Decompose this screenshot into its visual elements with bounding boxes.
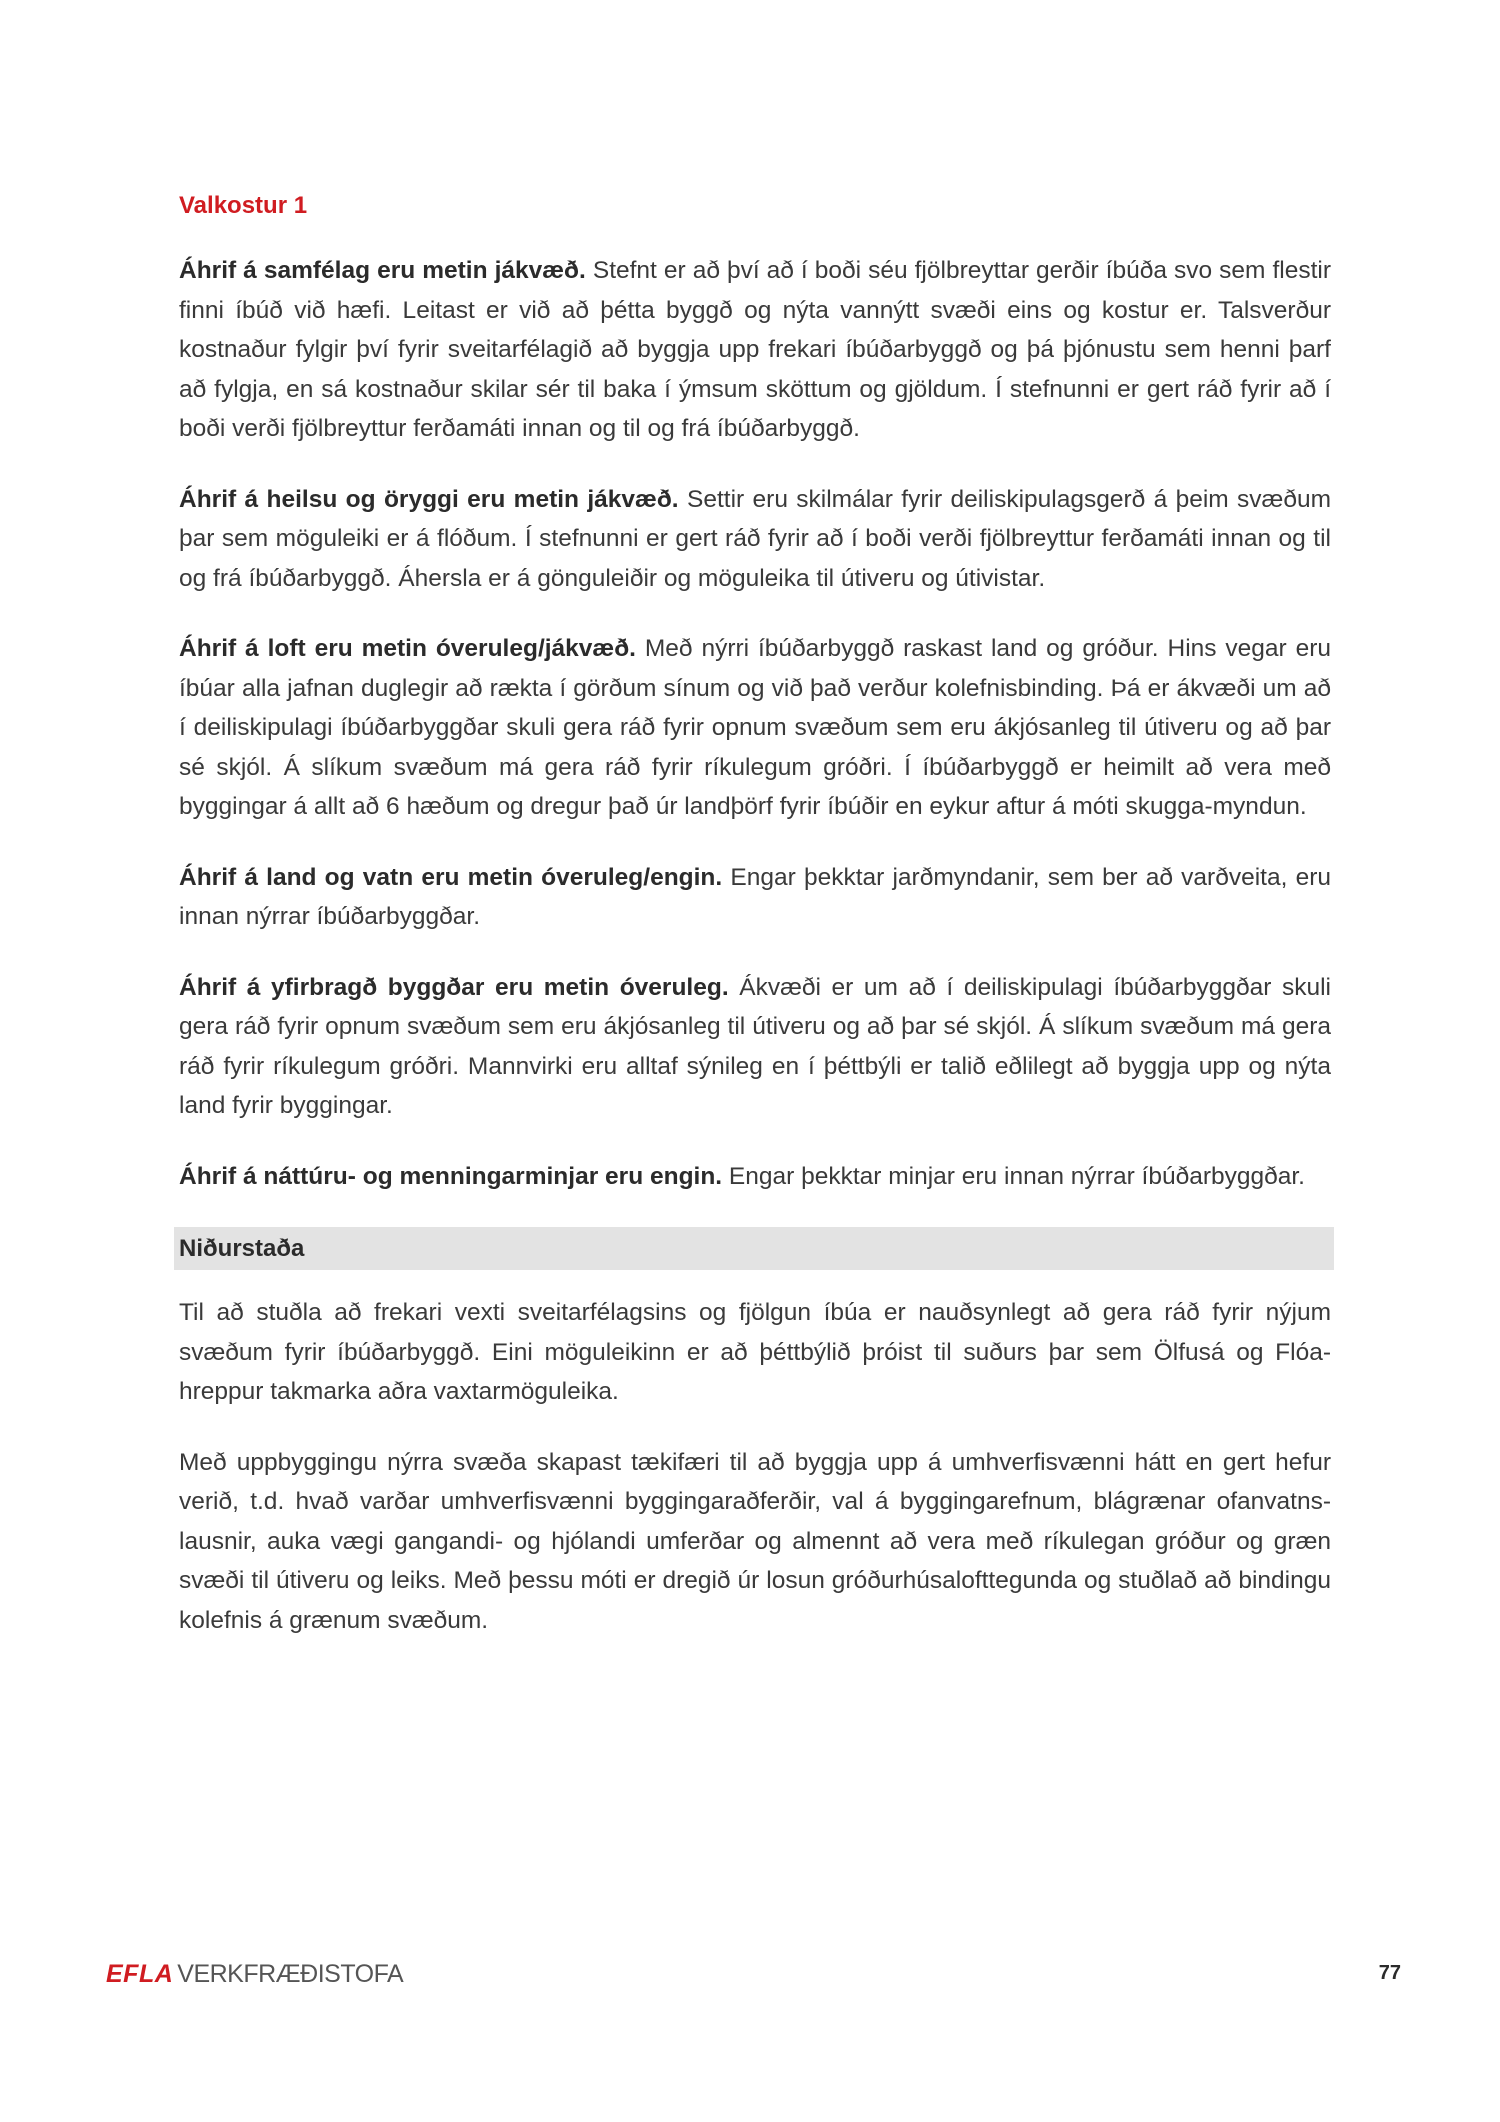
page-number: 77 — [1378, 1962, 1401, 1984]
paragraph-text: Stefnt er að því að í boði séu fjölbreyttar gerðir íbúða svo sem flestir finni íbúð við hæfi. Leitast er við að þétta byggð og nýta vannýtt svæði eins og kostur er. Talsverður kostnaður fylgir því fyrir sveitarfélagið að byggja upp frekari íbúðarbyggð og þá þjónustu sem henni þarf að fylgja, en sá kostnaður skilar sér til baka í ýmsum sköttum og gjöldum. Í stefnunni er gert ráð fyrir að í boði verði fjölbreyttur ferðamáti innan og til og frá íbúðarbyggð. — [179, 257, 1331, 442]
paragraph-lead: Áhrif á náttúru- og menningarminjar eru engin. — [179, 1162, 723, 1190]
paragraph-lead: Áhrif á heilsu og öryggi eru metin jákvæð. — [179, 485, 679, 513]
paragraph-land-vatn — [179, 858, 1331, 937]
paragraph-text: Engar þekktar minjar eru innan nýrrar íbúðarbyggðar. — [722, 1162, 1305, 1190]
paragraph-lead: Áhrif á samfélag eru metin jákvæð. — [179, 257, 586, 284]
section-heading: Valkostur 1 — [179, 192, 308, 219]
paragraph-yfirbragd — [179, 968, 1331, 1126]
section-bar-title: Niðurstaða — [179, 1234, 305, 1262]
paragraph-heilsa — [179, 480, 1331, 599]
paragraph-lead: Áhrif á loft eru metin óveruleg/jákvæð. — [179, 635, 636, 662]
efla-logo — [106, 1960, 403, 1989]
conclusion-paragraph-2: Með uppbyggingu nýrra svæða skapast tækifæri til að byggja upp á umhverfisvænni hátt en gert hefur verið, t.d. hvað varðar umhverfisvænni byggingaraðferðir, val á byggingarefnum, blágrænar ofanvatns-lausnir, auka vægi gangandi- og hjólandi umferðar og almennt að vera með ríkulegan gróður og græn svæði til útiveru og leiks. Með þessu móti er dregið úr losun gróðurhúsalofttegunda og stuðlað að bindingu kolefnis á grænum svæðum. — [179, 1448, 1331, 1634]
paragraph-text: Með nýrri íbúðarbyggð raskast land og gróður. Hins vegar eru íbúar alla jafnan duglegir að rækta í görðum sínum og við það verður kolefnisbinding. Þá er ákvæði um að í deiliskipulagi íbúðarbyggðar skuli gera ráð fyrir opnum svæðum sem eru ákjósanleg til útiveru og að þar sé skjól. Á slíkum svæðum má gera ráð fyrir ríkulegum gróðri. Í íbúðarbyggð er heimilt að vera með byggingar á allt að 6 hæðum og dregur það úr landþörf fyrir íbúðir en eykur aftur á móti skugga-myndun. — [179, 635, 1332, 820]
paragraph-text: Ákvæði er um að í deiliskipulagi íbúðarbyggðar skuli gera ráð fyrir opnum svæðum sem eru ákjósanleg til útiveru og að þar sé skjól. Á slíkum svæðum má gera ráð fyrir ríkulegum gróðri. Mannvirki eru alltaf sýnileg en í þéttbýli er talið eðlilegt að byggja upp og nýta land fyrir byggingar. — [179, 973, 1331, 1119]
paragraph-minjar — [179, 1157, 1331, 1197]
paragraph-lead: Áhrif á yfirbragð byggðar eru metin óveruleg. — [179, 973, 729, 1001]
paragraph-text: Engar þekktar jarðmyndanir, sem ber að varðveita, eru innan nýrrar íbúðarbyggðar. — [179, 863, 1331, 930]
conclusion-paragraph-1: Til að stuðla að frekari vexti sveitarfélagsins og fjölgun íbúa er nauðsynlegt að gera ráð fyrir nýjum svæðum fyrir íbúðarbyggð. Eini möguleikinn er að þéttbýlið þróist til suðurs þar sem Ölfusá og Flóa-hreppur takmarka aðra vaxtarmöguleika. — [179, 1299, 1331, 1405]
paragraph-lead: Áhrif á land og vatn eru metin óveruleg/engin. — [179, 863, 723, 891]
section-bar-nidurstada — [174, 1227, 1334, 1270]
logo-subtitle: VERKFRÆÐISTOFA — [177, 1960, 404, 1988]
paragraph-text: Settir eru skilmálar fyrir deiliskipulagsgerð á þeim svæðum þar sem möguleiki er á flóðum. Í stefnunni er gert ráð fyrir að í boði verði fjölbreyttur ferðamáti innan og til og frá íbúðarbyggð. Áhersla er á gönguleiðir og möguleika til útiveru og útivistar. — [179, 485, 1332, 592]
paragraph-loft — [179, 629, 1331, 827]
paragraph-samfelag — [179, 251, 1331, 449]
document-body — [179, 190, 1331, 1671]
logo-brand: EFLA — [106, 1960, 174, 1988]
page-footer — [106, 1960, 1401, 2000]
